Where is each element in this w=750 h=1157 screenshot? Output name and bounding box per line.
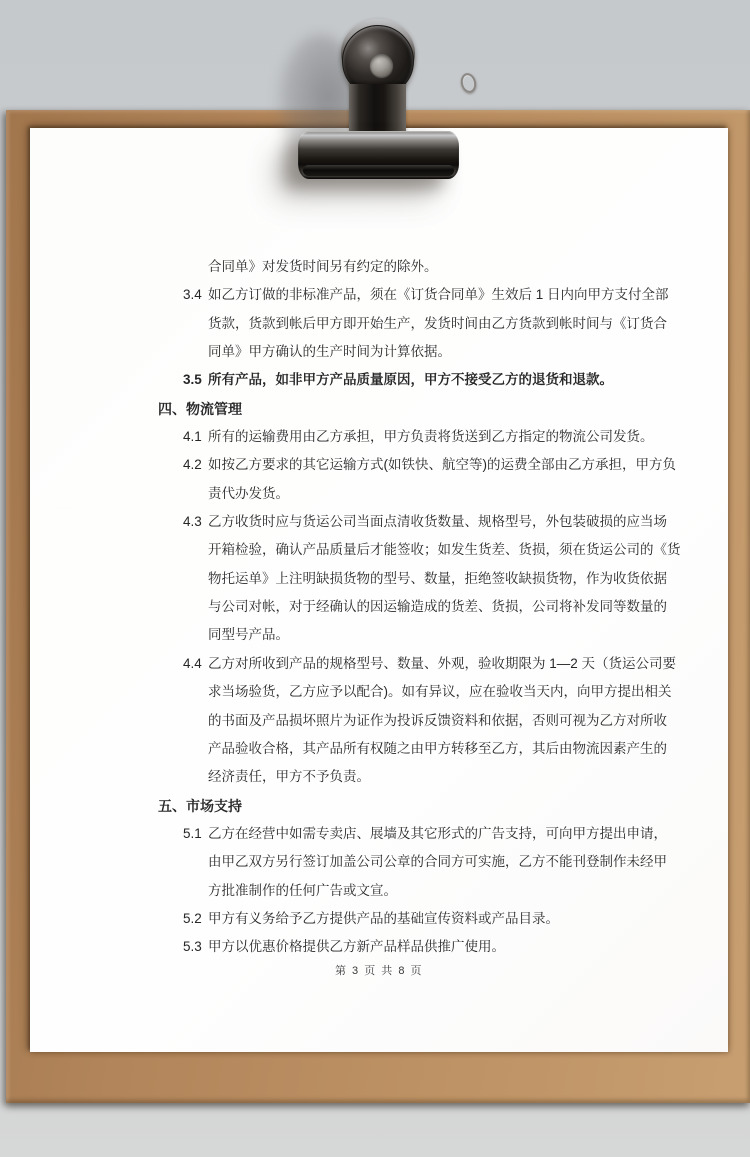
clause-text: 如按乙方要求的其它运输方式(如铁快、航空等)的运费全部由乙方承担，甲方负: [208, 457, 676, 473]
clause-text: 乙方对所收到产品的规格型号、数量、外观，验收期限为 1—2 天（货运公司要: [208, 655, 677, 671]
clause-line: [158, 508, 667, 536]
clause-line: [158, 423, 654, 451]
clause-wrapped-line: 同单》甲方确认的生产时间为计算依据。: [208, 344, 451, 360]
clause-line: [158, 820, 667, 848]
section-heading: 五、市场支持: [158, 797, 242, 814]
clause-number: 4.3: [183, 514, 202, 530]
clause-text: 乙方收货时应与货运公司当面点清收货数量、规格型号，外包装破损的应当场: [208, 514, 667, 530]
clause-wrapped-line: 方批准制作的任何广告或文宣。: [208, 882, 397, 898]
clause-wrapped-line: 由甲乙双方另行签订加盖公司公章的合同方可实施，乙方不能刊登制作未经甲: [208, 854, 667, 870]
clip-jaw-lip: [303, 165, 454, 176]
clause-text: 甲方以优惠价格提供乙方新产品样品供推广使用。: [208, 939, 505, 955]
document-body: [158, 253, 681, 962]
clause-number: 4.2: [183, 457, 202, 473]
clause-line: [158, 933, 638, 961]
clause-text: 所有的运输费用由乙方承担，甲方负责将货送到乙方指定的物流公司发货。: [208, 429, 654, 445]
binder-clip-icon: [285, 12, 480, 184]
clause-wrapped-line: 与公司对帐，对于经确认的因运输造成的货差、货损，公司将补发同等数量的: [208, 599, 667, 615]
clause-wrapped-line: 求当场验货，乙方应予以配合)。如有异议，应在验收当天内，向甲方提出相关: [208, 684, 672, 700]
clip-knob-hole: [370, 54, 393, 77]
clause-wrapped-line: 责代办发货。: [208, 485, 289, 501]
clause-wrapped-line: 同型号产品。: [208, 627, 289, 643]
clause-line: [158, 905, 638, 933]
page-number-footer: 第 3 页 共 8 页: [334, 965, 424, 977]
clause-wrapped-line: 开箱检验，确认产品质量后才能签收；如发生货差、货损，须在货运公司的《货: [208, 542, 681, 558]
clip-wire-loop-icon: [459, 71, 478, 94]
clause-line: [158, 650, 677, 678]
clause-line: [158, 451, 676, 479]
clause-number: 4.4: [183, 655, 202, 671]
clip-neck: [349, 84, 406, 138]
section-heading: 四、物流管理: [158, 400, 242, 417]
clause-wrapped-line: 的书面及产品损坏照片为证作为投诉反馈资料和依据，否则可视为乙方对所收: [208, 712, 667, 728]
clause-continuation-line: 合同单》对发货时间另有约定的除外。: [208, 259, 438, 274]
clause-line: [158, 366, 638, 394]
clause-wrapped-line: 货款，货款到帐后甲方即开始生产，发货时间由乙方货款到帐时间与《订货合: [208, 315, 667, 331]
contract-page: [30, 128, 728, 1052]
clause-wrapped-line: 经济责任，甲方不予负责。: [208, 769, 370, 785]
clip-jaw: [298, 131, 459, 179]
clause-wrapped-line: 物托运单》上注明缺损货物的型号、数量，拒绝签收缺损货物，作为收货依据: [208, 570, 667, 586]
clause-number: 3.4: [183, 287, 202, 303]
clause-number: 5.1: [183, 825, 202, 841]
clause-text: 乙方在经营中如需专卖店、展墙及其它形式的广告支持，可向甲方提出申请，: [208, 825, 667, 841]
clause-line: [158, 281, 669, 309]
clause-number: 3.5: [183, 372, 202, 388]
clause-number: 4.1: [183, 429, 202, 445]
clause-text: 甲方有义务给予乙方提供产品的基础宣传资料或产品目录。: [208, 910, 559, 926]
clause-number: 5.2: [183, 910, 202, 926]
clause-text: 所有产品，如非甲方产品质量原因，甲方不接受乙方的退货和退款。: [208, 372, 613, 388]
clause-text: 如乙方订做的非标准产品，须在《订货合同单》生效后 1 日内向甲方支付全部: [208, 287, 669, 303]
clause-wrapped-line: 产品验收合格，其产品所有权随之由甲方转移至乙方，其后由物流因素产生的: [208, 740, 667, 756]
clause-number: 5.3: [183, 939, 202, 955]
